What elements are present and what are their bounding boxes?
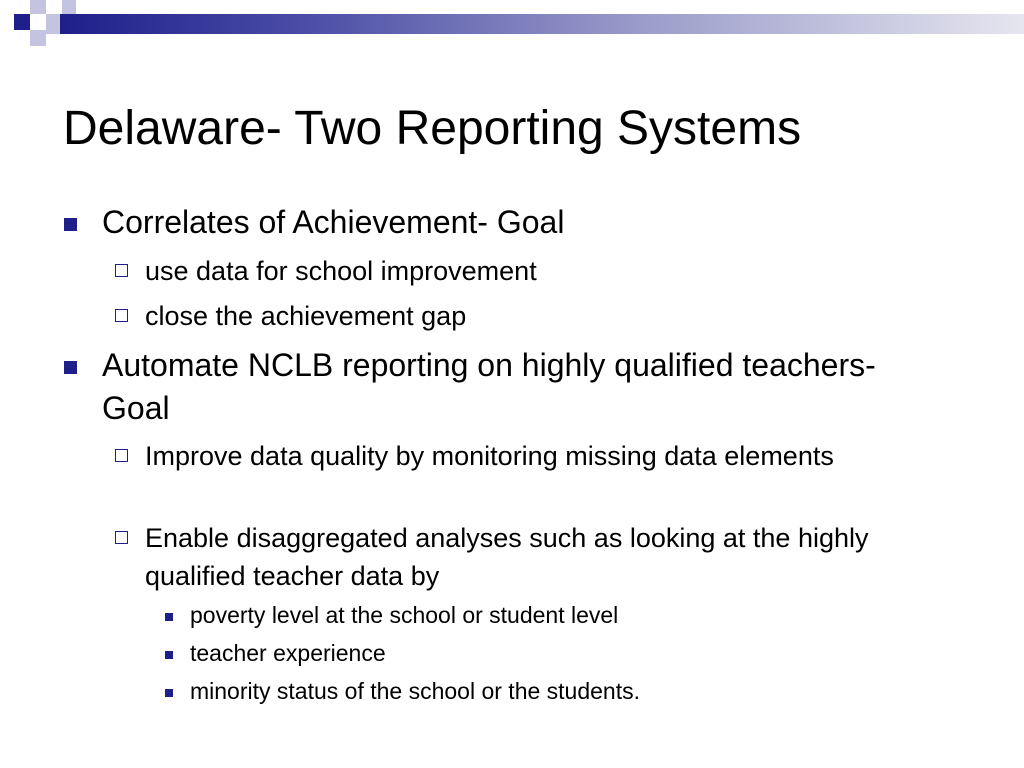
small-square-bullet-icon [165, 613, 173, 621]
sub-sub-bullet-text: poverty level at the school or student level [190, 602, 619, 628]
decorative-square [46, 14, 60, 34]
hollow-square-bullet-icon [115, 264, 128, 277]
decorative-square [30, 30, 46, 46]
hollow-square-bullet-icon [115, 449, 128, 462]
sub-bullet-text: close the achievement gap [145, 301, 467, 331]
small-square-bullet-icon [165, 651, 173, 659]
bullet-text: Correlates of Achievement- Goal [102, 204, 565, 240]
sub-sub-bullet-text: minority status of the school or the students. [190, 678, 641, 704]
decorative-square [14, 14, 30, 30]
square-bullet-icon [64, 218, 77, 231]
sub-bullet-text: use data for school improvement [145, 256, 537, 286]
hollow-square-bullet-icon [115, 531, 128, 544]
hollow-square-bullet-icon [115, 309, 128, 322]
sub-bullet-text: Enable disaggregated analyses such as looking at the highly qualified teacher data by [145, 523, 869, 591]
sub-bullet-text: Improve data quality by monitoring missing data elements [145, 441, 834, 471]
slide-title: Delaware- Two Reporting Systems [63, 102, 802, 155]
square-bullet-icon [64, 361, 77, 374]
sub-sub-bullet-text: teacher experience [190, 640, 386, 666]
decorative-square [62, 0, 76, 14]
small-square-bullet-icon [165, 689, 173, 697]
header-gradient-bar [60, 14, 1024, 34]
bullet-text: Automate NCLB reporting on highly qualified teachers- Goal [102, 347, 876, 426]
decorative-square [30, 0, 46, 14]
